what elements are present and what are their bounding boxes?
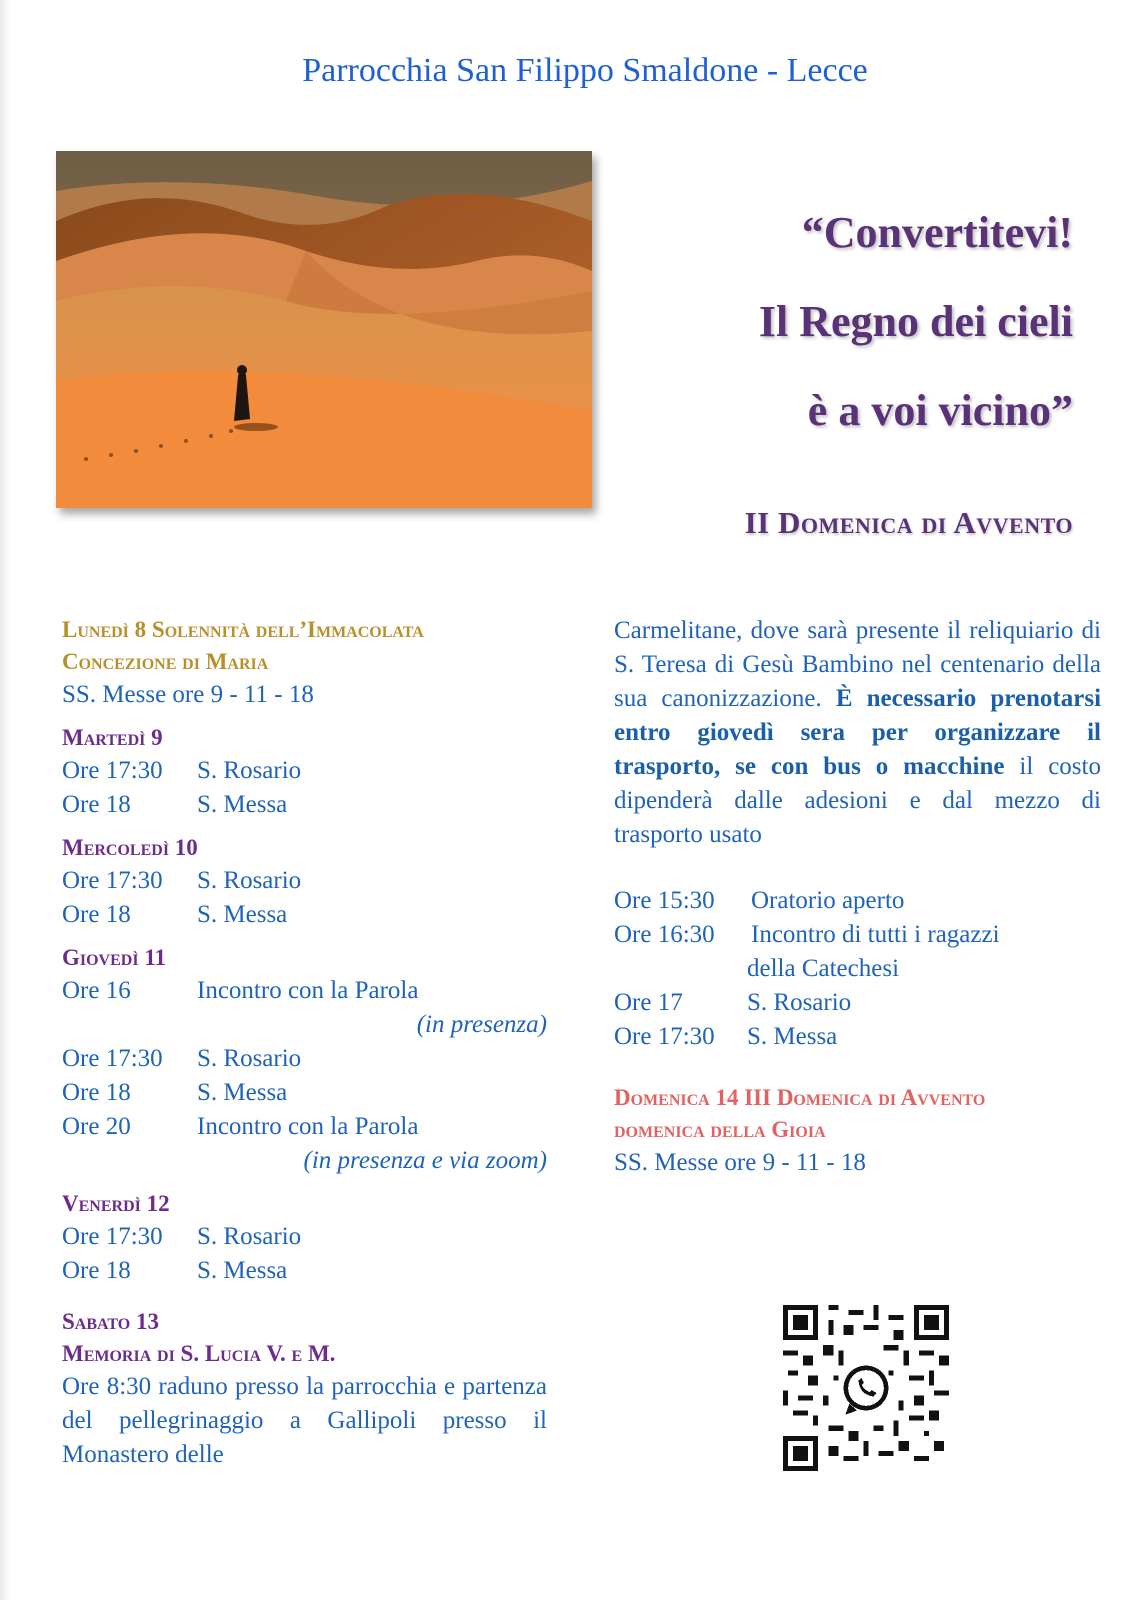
thursday-note: (in presenza) bbox=[416, 1011, 547, 1038]
thursday-row bbox=[62, 974, 547, 1008]
tuesday-row bbox=[62, 788, 547, 822]
friday-row bbox=[62, 1254, 547, 1288]
time: Ore 17:30 bbox=[614, 1023, 715, 1050]
event: S. Rosario bbox=[197, 1045, 302, 1072]
time: Ore 17:30 bbox=[62, 1045, 163, 1072]
saturday-row bbox=[614, 1020, 1101, 1054]
tuesday-row bbox=[62, 754, 547, 788]
time: Ore 17:30 bbox=[62, 1223, 163, 1250]
event: Oratorio aperto bbox=[751, 887, 905, 914]
booking-note-tail: il costo dipenderà dalle adesioni e dal mezzo di trasporto usato bbox=[614, 753, 1101, 848]
saturday-heading: Sabato 13 bbox=[62, 1309, 159, 1334]
saturday-pilgrimage-text: Ore 8:30 raduno presso la parrocchia e partenza del pellegrinaggio a Gallipoli presso il Monastero delle bbox=[62, 1373, 547, 1468]
desert-photo bbox=[56, 151, 592, 508]
event: S. Rosario bbox=[197, 1223, 302, 1250]
friday-block bbox=[62, 1188, 547, 1288]
time: Ore 17 bbox=[614, 989, 683, 1016]
monday-block bbox=[62, 614, 547, 712]
qr-code-image bbox=[783, 1305, 949, 1471]
thursday-block bbox=[62, 942, 547, 1178]
pilgrimage-continued bbox=[614, 614, 1101, 852]
event: Incontro con la Parola bbox=[197, 977, 419, 1004]
schedule-left-column bbox=[62, 614, 547, 1482]
monday-heading-2: Concezione di Maria bbox=[62, 649, 269, 674]
event: S. Rosario bbox=[197, 867, 302, 894]
quote-line-1: “Convertitevi! bbox=[801, 208, 1073, 257]
event: S. Messa bbox=[197, 791, 288, 818]
time: Ore 18 bbox=[62, 791, 131, 818]
sunday-heading: Domenica 14 III Domenica di Avvento bbox=[614, 1085, 986, 1110]
event: Incontro con la Parola bbox=[197, 1113, 419, 1140]
schedule-right-column bbox=[614, 614, 1101, 1190]
monday-masses: SS. Messe ore 9 - 11 - 18 bbox=[62, 681, 314, 708]
wednesday-block bbox=[62, 832, 547, 932]
quote-line-3: è a voi vicino” bbox=[807, 386, 1073, 435]
thursday-row bbox=[62, 1076, 547, 1110]
saturday-heading-2: Memoria di S. Lucia V. e M. bbox=[62, 1341, 336, 1366]
sunday-masses: SS. Messe ore 9 - 11 - 18 bbox=[614, 1149, 866, 1176]
saturday-row bbox=[614, 918, 1101, 952]
time: Ore 15:30 bbox=[614, 887, 715, 914]
friday-row bbox=[62, 1220, 547, 1254]
time: Ore 20 bbox=[62, 1113, 131, 1140]
time: Ore 16 bbox=[62, 977, 131, 1004]
tuesday-block bbox=[62, 722, 547, 822]
time: Ore 18 bbox=[62, 901, 131, 928]
wednesday-row bbox=[62, 898, 547, 932]
friday-heading: Venerdì 12 bbox=[62, 1191, 170, 1216]
sunday-title: II Domenica di Avvento bbox=[744, 505, 1073, 540]
saturday-row-cont: della Catechesi bbox=[747, 955, 900, 982]
wednesday-heading: Mercoledì 10 bbox=[62, 835, 198, 860]
saturday-row bbox=[614, 986, 1101, 1020]
whatsapp-qr-code[interactable] bbox=[783, 1305, 949, 1471]
saturday-afternoon-block bbox=[614, 884, 1101, 1054]
time: Ore 17:30 bbox=[62, 757, 163, 784]
quote-line-2: Il Regno dei cieli bbox=[758, 297, 1073, 346]
thursday-heading: Giovedì 11 bbox=[62, 945, 167, 970]
time: Ore 18 bbox=[62, 1257, 131, 1284]
event: S. Messa bbox=[197, 901, 288, 928]
event: Incontro di tutti i ragazzi bbox=[751, 921, 1000, 948]
tuesday-heading: Martedì 9 bbox=[62, 725, 163, 750]
event: S. Rosario bbox=[747, 989, 852, 1016]
saturday-block bbox=[62, 1306, 547, 1472]
gospel-quote bbox=[613, 188, 1073, 455]
page-edge bbox=[0, 0, 10, 1600]
time: Ore 17:30 bbox=[62, 867, 163, 894]
saturday-row bbox=[614, 884, 1101, 918]
desert-illustration bbox=[56, 151, 592, 508]
event: S. Messa bbox=[197, 1257, 288, 1284]
pilgrimage-continued-text: Carmelitane, dove sarà presente il reliquiario di S. Teresa di Gesù Bambino nel centenario della sua canonizzazione. bbox=[614, 617, 1101, 712]
booking-note: È necessario prenotarsi entro giovedì sera per organizzare il trasporto, se con bus o macchine bbox=[614, 685, 1102, 780]
event: S. Messa bbox=[747, 1023, 838, 1050]
thursday-row bbox=[62, 1042, 547, 1076]
time: Ore 16:30 bbox=[614, 921, 715, 948]
monday-heading: Lunedì 8 Solennità dell’Immacolata bbox=[62, 617, 424, 642]
thursday-note: (in presenza e via zoom) bbox=[303, 1147, 547, 1174]
wednesday-row bbox=[62, 864, 547, 898]
event: S. Rosario bbox=[197, 757, 302, 784]
sunday-heading-2: domenica della Gioia bbox=[614, 1117, 826, 1142]
parish-header: Parrocchia San Filippo Smaldone - Lecce bbox=[302, 52, 868, 89]
thursday-row bbox=[62, 1110, 547, 1144]
sunday-block bbox=[614, 1082, 1101, 1180]
event: S. Messa bbox=[197, 1079, 288, 1106]
time: Ore 18 bbox=[62, 1079, 131, 1106]
